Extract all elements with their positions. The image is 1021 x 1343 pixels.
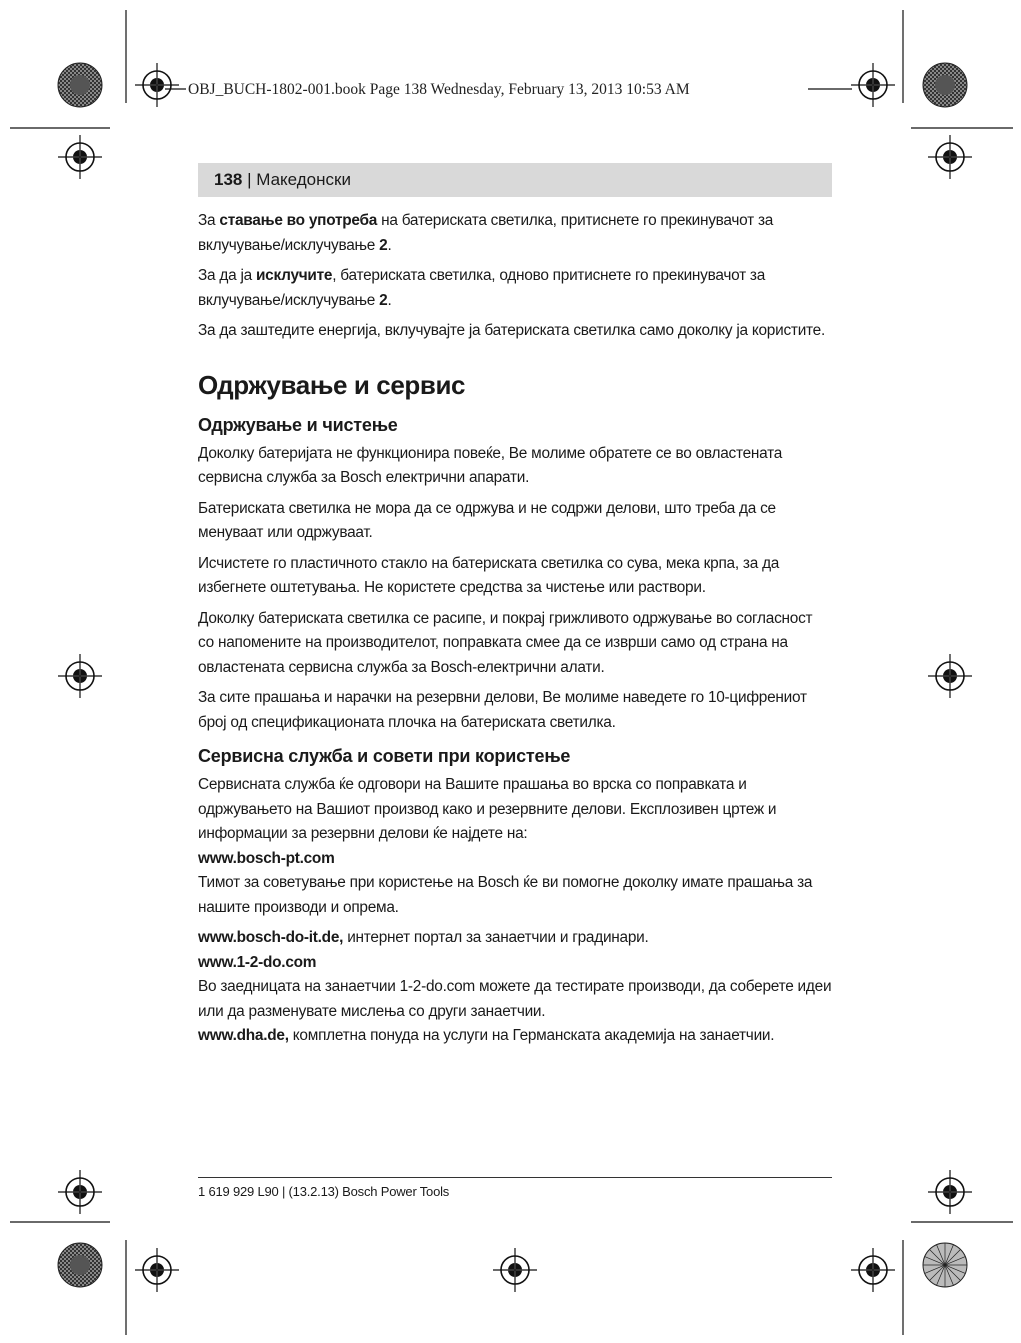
link-dha[interactable]: www.dha.de, — [198, 1027, 289, 1044]
density-target-icon — [58, 1243, 102, 1287]
footer-divider — [198, 1177, 832, 1178]
starburst-target-icon — [923, 1243, 967, 1287]
maintenance-paragraph: Доколку батеријата не функционира повеќе, Ве молиме обратете се во овластената сервисна служба за Bosch електрични апарати. — [198, 444, 783, 486]
maintenance-paragraph: Батериската светилка не мора да се одржува и не содржи делови, што треба да се менуваат или одржуваат. — [198, 499, 776, 541]
density-target-icon — [58, 63, 102, 107]
maintenance-paragraph: Доколку батериската светилка се расипе, и покрај грижливото одржување во согласност со напомените на производителот, поправката смее да се изврши само од страна на овластената сервисна служба за Bosch-електрични алати. — [198, 609, 813, 676]
link-bosch-do-it[interactable]: www.bosch-do-it.de, — [198, 929, 344, 946]
maintenance-paragraph: За сите прашања и нарачки на резервни делови, Ве молиме наведете го 10-цифрениот број од спецификационата плочка на батериската светилка. — [198, 689, 807, 731]
intro-paragraph-switch-off: За да ја исклучите, батериската светилка, одново притиснете го прекинувачот за вклучување/исклучување 2. — [198, 267, 766, 309]
maintenance-paragraph: Исчистете го пластичното стакло на батериската светилка со сува, мека крпа, за да избегнете оштетувања. Не користете средства за чистење или раствори. — [198, 554, 780, 596]
link-dha-line: www.dha.de, комплетна понуда на услуги на Германската академија на занаетчии. — [198, 1027, 775, 1044]
link-bosch-do-it-line: www.bosch-do-it.de, интернет портал за занаетчии и градинари. — [198, 929, 649, 946]
page-number: 138 — [214, 170, 243, 189]
header-language: Македонски — [256, 170, 351, 189]
intro-paragraph-energy: За да заштедите енергија, вклучувајте ја батериската светилка само доколку ја користите. — [198, 322, 826, 339]
service-heading: Сервисна служба и совети при користење — [198, 746, 571, 766]
density-target-icon — [923, 63, 967, 107]
intro-paragraph-switch-on: За ставање во употреба на батериската светилка, притиснете го прекинувачот за вклучување/исклучување 2. — [198, 212, 774, 254]
link-bosch-pt[interactable]: www.bosch-pt.com — [198, 849, 335, 867]
maintenance-heading: Одржување и чистење — [198, 414, 398, 435]
link-1-2-do[interactable]: www.1-2-do.com — [198, 953, 317, 971]
main-content — [198, 209, 832, 1055]
service-paragraph: Сервисната служба ќе одговори на Вашите прашања во врска со поправката и одржувањето на Вашиот производ како и резервните делови. Експлозивен цртеж и информации за резервни делови ќе најдете на: — [198, 776, 777, 842]
section-title: Одржување и сервис — [198, 369, 466, 400]
page-footer: 1 619 929 L90 | (13.2.13) Bosch Power Tools — [198, 1184, 450, 1199]
service-paragraph: Тимот за советување при користење на Bosch ќе ви помогне доколку имате прашања за нашите производи и опрема. — [198, 874, 813, 916]
print-slug: OBJ_BUCH-1802-001.book Page 138 Wednesday, February 13, 2013 10:53 AM — [188, 81, 690, 98]
page-header — [198, 163, 832, 197]
header-separator: | — [242, 170, 257, 189]
service-paragraph: Во заедницата на занаетчии 1-2-do.com можете да тестирате производи, да соберете идеи или да разменувате мислења со други занаетчии. — [198, 978, 832, 1020]
